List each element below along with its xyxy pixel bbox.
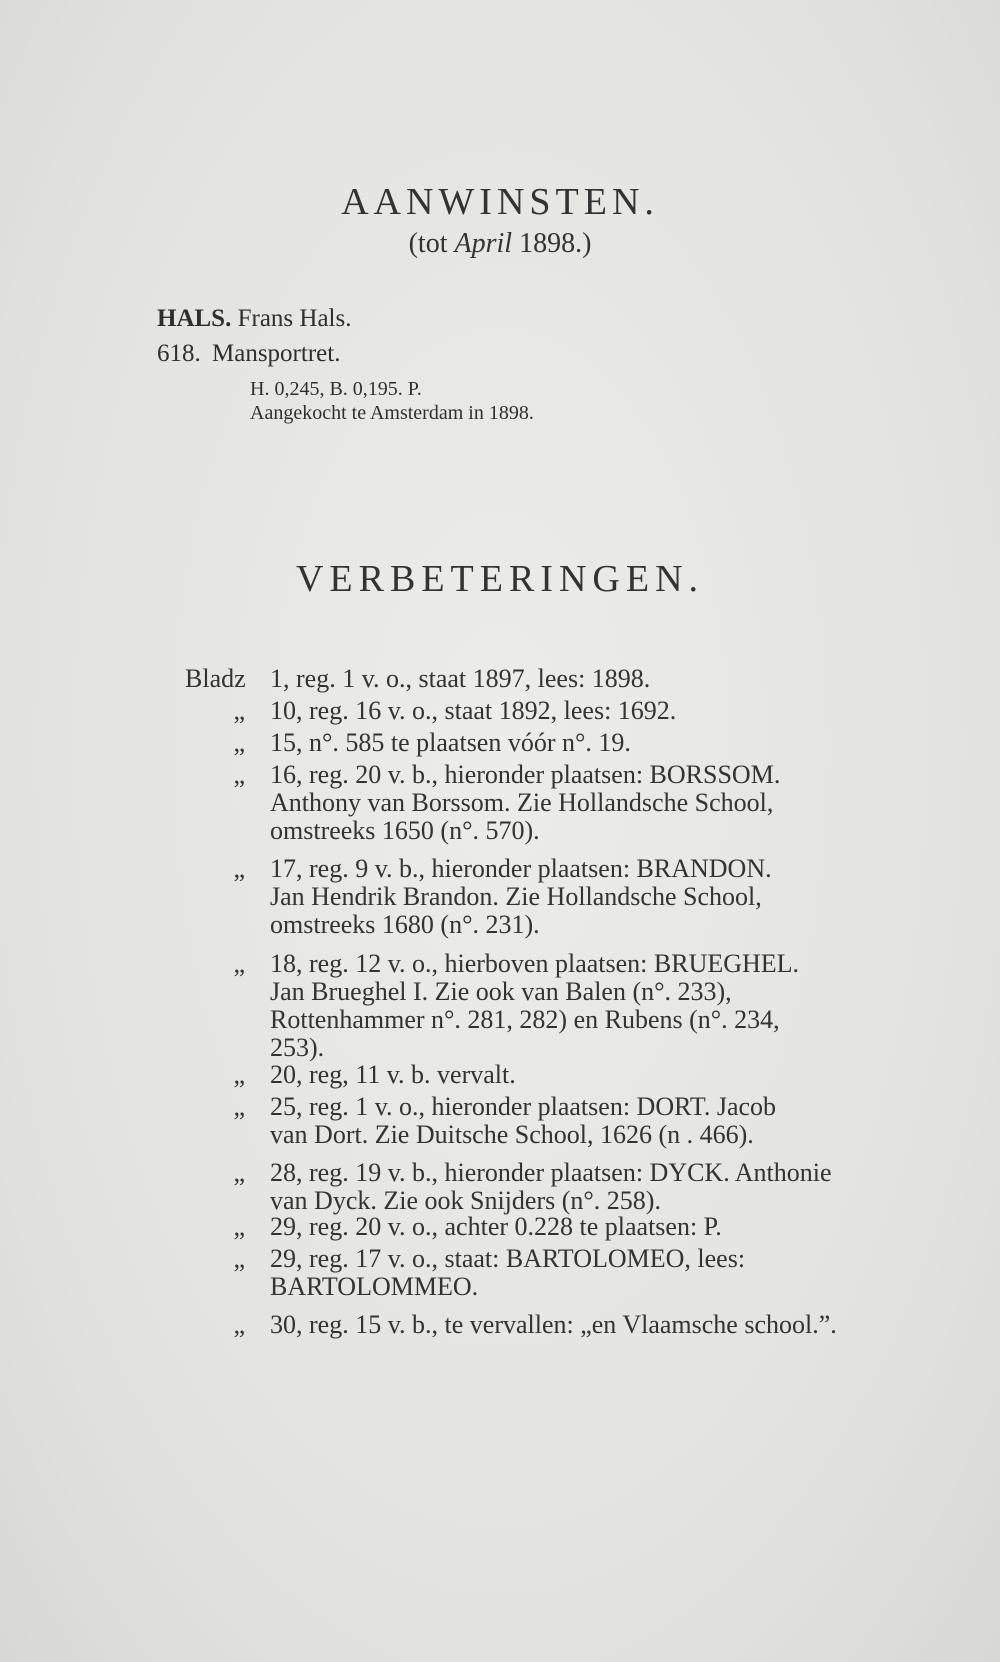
ditto-mark: „ <box>233 1060 245 1089</box>
ditto-mark: „ <box>233 1212 245 1241</box>
correction-line: 30, reg. 15 v. b., te vervallen: „en Vlaamsche school.”. <box>270 1310 837 1339</box>
correction-text <box>270 1061 945 1089</box>
correction-line: 15, n°. 585 te plaatsen vóór n°. 19. <box>270 728 631 757</box>
page-title: AANWINSTEN. <box>341 181 659 223</box>
correction-line: 16, reg. 20 v. b., hieronder plaatsen: BORSSOM. <box>270 760 781 789</box>
correction-text <box>270 1311 945 1339</box>
correction-line: 28, reg. 19 v. b., hieronder plaatsen: DYCK. Anthonie <box>270 1158 832 1187</box>
correction-line: Rottenhammer n°. 281, 282) en Rubens (n°. 234, <box>270 1005 780 1034</box>
ditto-mark: „ <box>233 696 245 725</box>
correction-line: omstreeks 1650 (n°. 570). <box>270 816 540 845</box>
artist-heading <box>157 305 351 333</box>
correction-line: 10, reg. 16 v. o., staat 1892, lees: 1692. <box>270 696 677 725</box>
correction-text <box>270 697 945 725</box>
correction-line: 18, reg. 12 v. o., hierboven plaatsen: BRUEGHEL. <box>270 949 800 978</box>
work-number: 618. <box>157 340 201 367</box>
correction-line: omstreeks 1680 (n°. 231). <box>270 910 540 939</box>
correction-line: 253). <box>270 1033 325 1062</box>
work-title: Mansportret. <box>212 340 341 367</box>
artist-name-full: Frans Hals. <box>237 305 352 332</box>
correction-line: 1, reg. 1 v. o., staat 1897, lees: 1898. <box>270 664 651 693</box>
correction-line: 29, reg. 17 v. o., staat: BARTOLOMEO, lees: <box>270 1244 746 1273</box>
correction-text <box>270 729 945 757</box>
ditto-mark: „ <box>233 1158 245 1187</box>
ditto-mark: „ <box>233 949 245 978</box>
correction-line: 17, reg. 9 v. b., hieronder plaatsen: BRANDON. <box>270 854 772 883</box>
corrections-title: VERBETERINGEN. <box>295 558 705 600</box>
correction-line: 20, reg, 11 v. b. vervalt. <box>270 1060 516 1089</box>
correction-text <box>270 761 945 845</box>
page-subtitle <box>0 228 1000 260</box>
work-dimensions: H. 0,245, B. 0,195. P. <box>250 378 422 400</box>
correction-text <box>270 1159 945 1215</box>
correction-text <box>270 1093 945 1149</box>
correction-line: BARTOLOMMEO. <box>270 1272 479 1301</box>
correction-text <box>270 950 945 1062</box>
artist-name-bold: HALS. <box>157 305 232 332</box>
correction-line: Jan Brueghel I. Zie ook van Balen (n°. 233), <box>270 977 732 1006</box>
correction-text <box>270 665 945 693</box>
correction-text <box>270 1213 945 1241</box>
correction-line: van Dyck. Zie ook Snijders (n°. 258). <box>270 1186 661 1215</box>
correction-line: van Dort. Zie Duitsche School, 1626 (n . 466). <box>270 1120 754 1149</box>
subtitle-pre: (tot <box>408 228 455 259</box>
ditto-mark: „ <box>233 728 245 757</box>
ditto-mark: „ <box>233 1310 245 1339</box>
correction-line: 29, reg. 20 v. o., achter 0.228 te plaatsen: P. <box>270 1212 722 1241</box>
subtitle-italic: April <box>454 228 513 259</box>
correction-text <box>270 855 945 939</box>
correction-text <box>270 1245 945 1301</box>
ditto-mark: „ <box>233 854 245 883</box>
ditto-mark: „ <box>233 760 245 789</box>
ditto-mark: „ <box>233 1092 245 1121</box>
correction-line: 25, reg. 1 v. o., hieronder plaatsen: DORT. Jacob <box>270 1092 777 1121</box>
ditto-mark: „ <box>233 1244 245 1273</box>
subtitle-post: 1898.) <box>512 228 592 259</box>
bladz-label: Bladz <box>185 664 246 693</box>
correction-line: Anthony van Borssom. Zie Hollandsche School, <box>270 788 774 817</box>
correction-line: Jan Hendrik Brandon. Zie Hollandsche School, <box>270 882 762 911</box>
work-acquired: Aangekocht te Amsterdam in 1898. <box>250 402 534 424</box>
